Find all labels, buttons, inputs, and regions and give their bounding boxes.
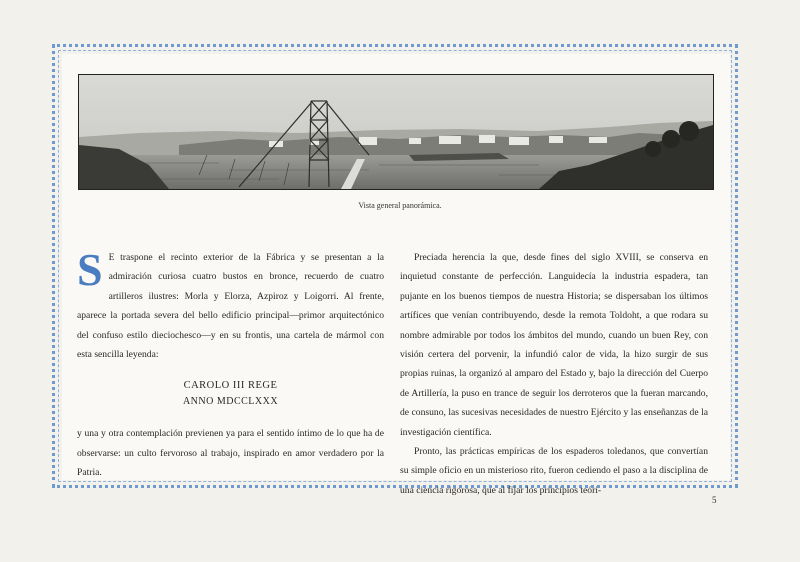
- left-paragraph-2: y una y otra contemplación previenen ya para el sentido íntimo de lo que ha de observarse: un culto fervoroso al trabajo, inspirado en amor verdadero por la Patria.: [77, 428, 384, 479]
- right-paragraph-1: Preciada herencia la que, desde fines del siglo XVIII, se conserva en inquietud constante de perfección. Languidecía la industria espadera, tan pujante en los buenos tiempos de nuestra Historia; se dispersaban los últimos artífices que venían contribuyendo, desde la remota Toldoht, a que rodara su nombre admirable por todos los ámbitos del mundo, cuando un buen Rey, con visión certera del porvenir, la infundió calor de vida, la hizo surgir de sus propias ruinas, la organizó al amparo del Estado y, bajo la dirección del Cuerpo de Artillería, la puso en trance de seguir los derroteros que la fueran marcando, de consuno, las sucesivas necesidades de nuestro Ejército y las enseñanzas de la investigación científica.: [400, 252, 708, 438]
- panorama-image: [79, 75, 713, 189]
- inscription-line-1: CAROLO III REGE: [183, 380, 278, 392]
- left-paragraph-1: [77, 244, 384, 364]
- drop-cap: S: [77, 244, 103, 295]
- panoramic-photo: [78, 74, 714, 190]
- photo-caption: Vista general panorámica.: [358, 201, 442, 210]
- left-paragraph-1-text: E traspone el recinto exterior de la Fábrica y se presentan a la admiración curiosa cuatro bustos en bronce, recuerdo de cuatro artilleros ilustres: Morla y Elorza, Azpiroz y Loigorri. Al frente, aparece la portada severa del bello edificio principal—primor arquitectónico del confuso estilo dieciochesco—y en su frontis, una cartela de mármol con esta sencilla leyenda:: [77, 252, 384, 361]
- inscription: [77, 378, 384, 410]
- page-number: 5: [712, 495, 717, 505]
- right-column: [400, 248, 708, 500]
- right-paragraph-2: Pronto, las prácticas empíricas de los espaderos toledanos, que convertían su simple oficio en un misterioso rito, fueron cediendo el paso a la disciplina de una ciencia rigorosa, que al fijar los principios teóri-: [400, 446, 708, 496]
- inscription-line-2: ANNO MDCCLXXX: [182, 396, 279, 408]
- left-column: [77, 244, 384, 483]
